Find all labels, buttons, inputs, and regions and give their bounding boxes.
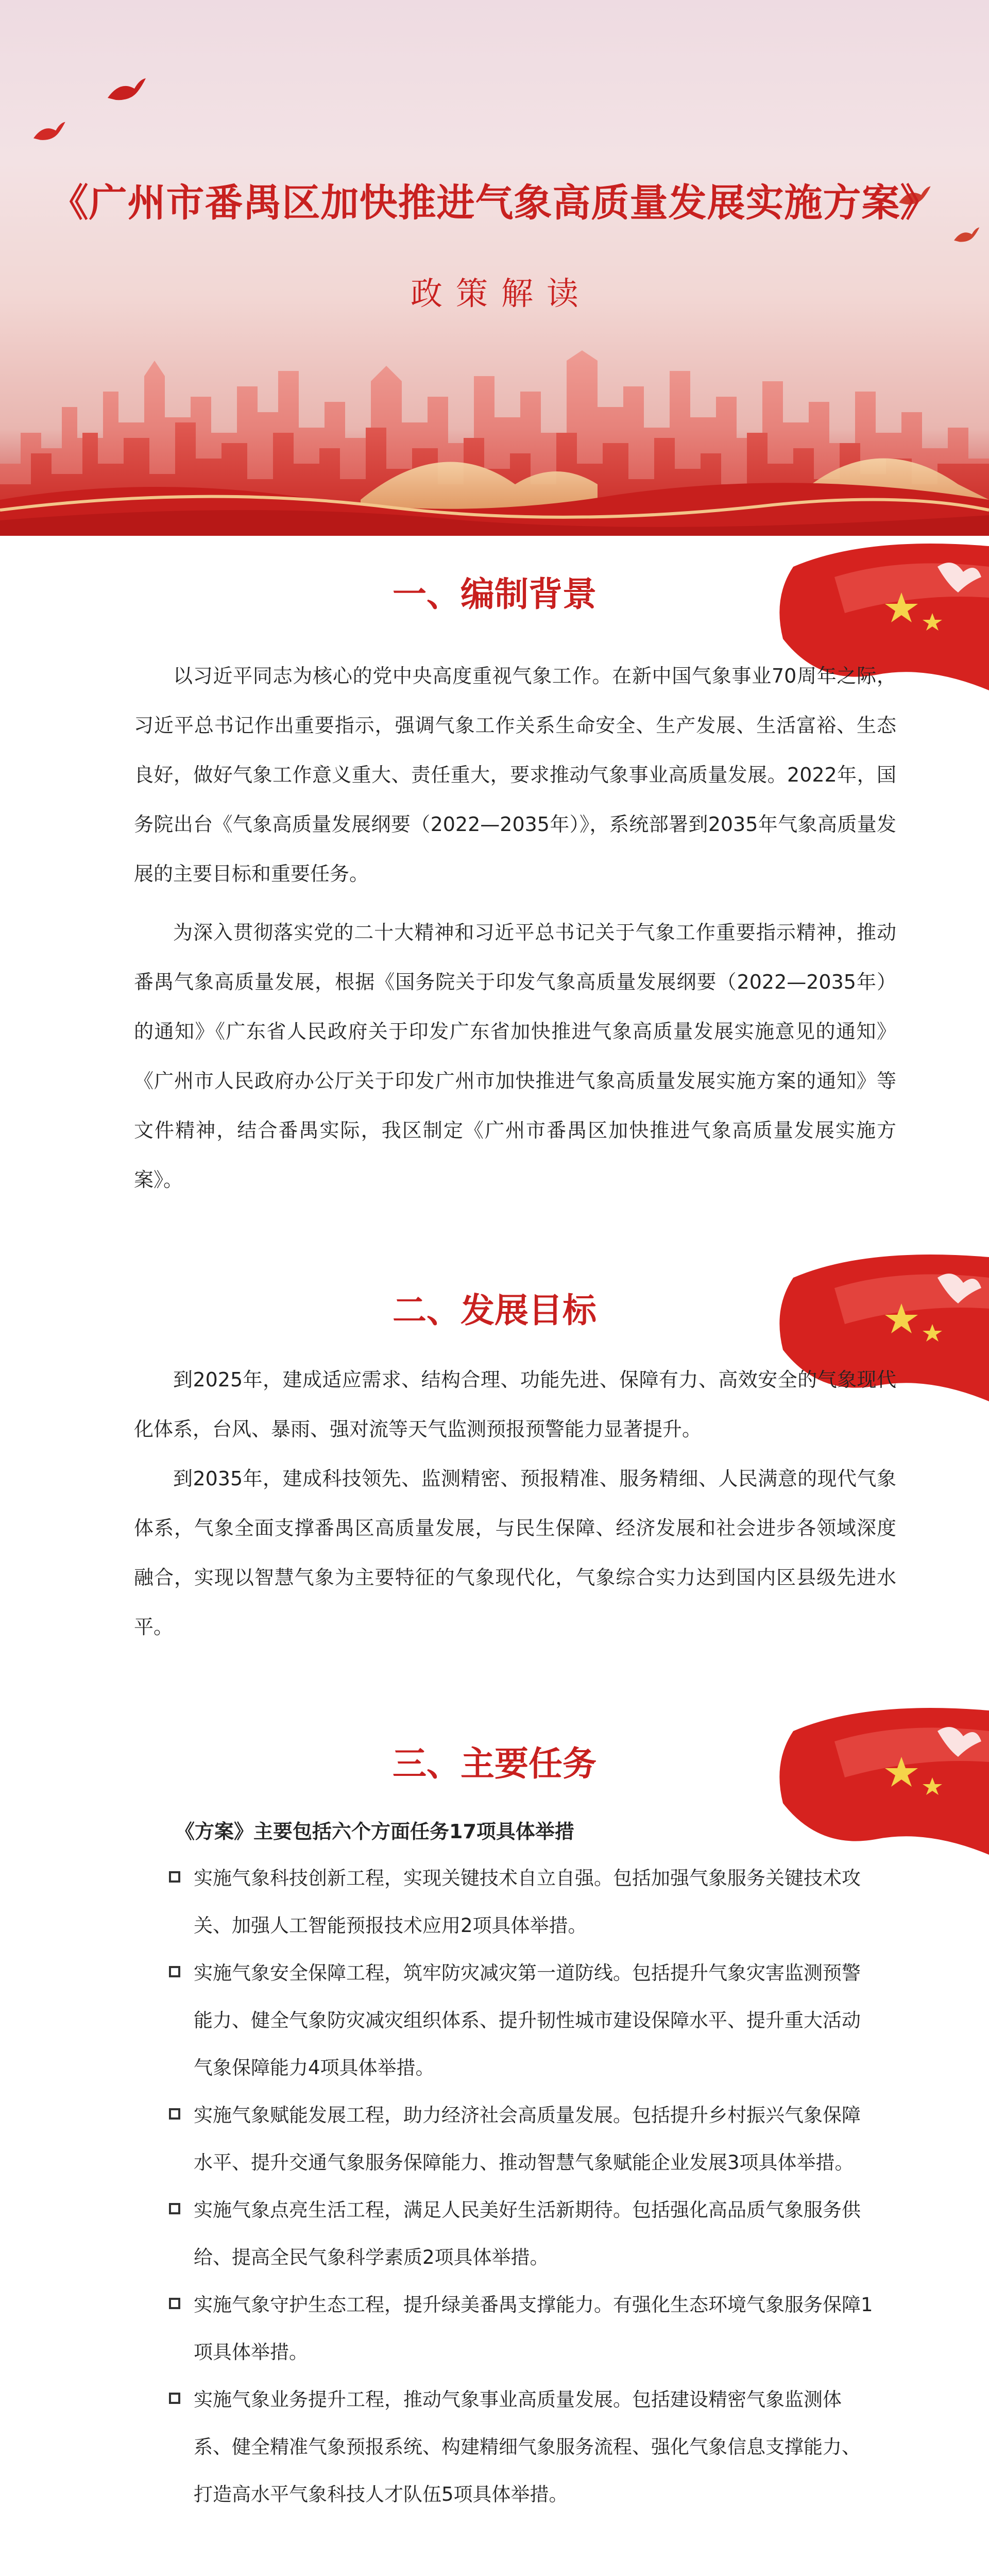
background-paragraph: 为深入贯彻落实党的二十大精神和习近平总书记关于气象工作重要指示精神，推动番禺气象高质量发展，根据《国务院关于印发气象高质量发展纲要（2022—2035年）的通知》《广东省人民政府关于印发广东省加快推进气象高质量发展实施意见的通知》《广州市人民政府办公厅关于印发广州市加快推进气象高质量发展实施方案的通知》等文件精神，结合番禺实际，我区制定《广州市番禺区加快推进气象高质量发展实施方案》。: [134, 921, 896, 1191]
task-item: 实施气象点亮生活工程，满足人民美好生活新期待。包括强化高品质气象服务供给、提高全民气象科学素质2项具体举措。: [165, 2187, 876, 2281]
task-item: 实施气象科技创新工程，实现关键技术自立自强。包括加强气象服务关键技术攻关、加强人工智能预报技术应用2项具体举措。: [165, 1855, 876, 1950]
background-paragraph: 以习近平同志为核心的党中央高度重视气象工作。在新中国气象事业70周年之际，习近平总书记作出重要指示，强调气象工作关系生命安全、生产发展、生活富裕、生态良好，做好气象工作意义重大、责任重大，要求推动气象事业高质量发展。2022年，国务院出台《气象高质量发展纲要（2022—2035年）》，系统部署到2035年气象高质量发展的主要目标和重要任务。: [134, 665, 896, 885]
page-title: 《广州市番禺区加快推进气象高质量发展实施方案》: [50, 181, 939, 225]
task-item: 实施气象赋能发展工程，助力经济社会高质量发展。包括提升乡村振兴气象保障水平、提升交通气象服务保障能力、推动智慧气象赋能企业发展3项具体举措。: [165, 2092, 876, 2187]
hero-banner: [0, 0, 989, 536]
goals-paragraph: 到2025年，建成适应需求、结构合理、功能先进、保障有力、高效安全的气象现代化体系，台风、暴雨、强对流等天气监测预报预警能力显著提升。: [134, 1368, 896, 1440]
section-heading-tasks: 三、主要任务: [393, 1744, 596, 1784]
dove-icon: [106, 77, 147, 108]
task-item: 实施气象安全保障工程，筑牢防灾减灾第一道防线。包括提升气象灾害监测预警能力、健全气象防灾减灾组织体系、提升韧性城市建设保障水平、提升重大活动气象保障能力4项具体举措。: [165, 1950, 876, 2092]
task-list: [165, 1855, 876, 2518]
task-item: 实施气象守护生态工程，提升绿美番禺支撑能力。有强化生态环境气象服务保障1项具体举措。: [165, 2281, 876, 2376]
section-heading-goals: 二、发展目标: [393, 1291, 596, 1330]
tasks-intro: 《方案》主要包括六个方面任务17项具体举措: [175, 1820, 574, 1843]
section-heading-background: 一、编制背景: [393, 574, 596, 614]
goals-paragraph: 到2035年，建成科技领先、监测精密、预报精准、服务精细、人民满意的现代气象体系，气象全面支撑番禺区高质量发展，与民生保障、经济发展和社会进步各领域深度融合，实现以智慧气象为主要特征的气象现代化，气象综合实力达到国内区县级先进水平。: [134, 1467, 896, 1638]
task-item: 实施气象业务提升工程，推动气象事业高质量发展。包括建设精密气象监测体系、健全精准气象预报系统、构建精细气象服务流程、强化气象信息支撑能力、打造高水平气象科技人才队伍5项具体举措。: [165, 2376, 876, 2518]
city-skyline-graphic: [0, 330, 989, 536]
dove-icon: [952, 227, 981, 247]
page-subtitle: 政策解读: [410, 275, 592, 312]
dove-icon: [31, 121, 67, 147]
